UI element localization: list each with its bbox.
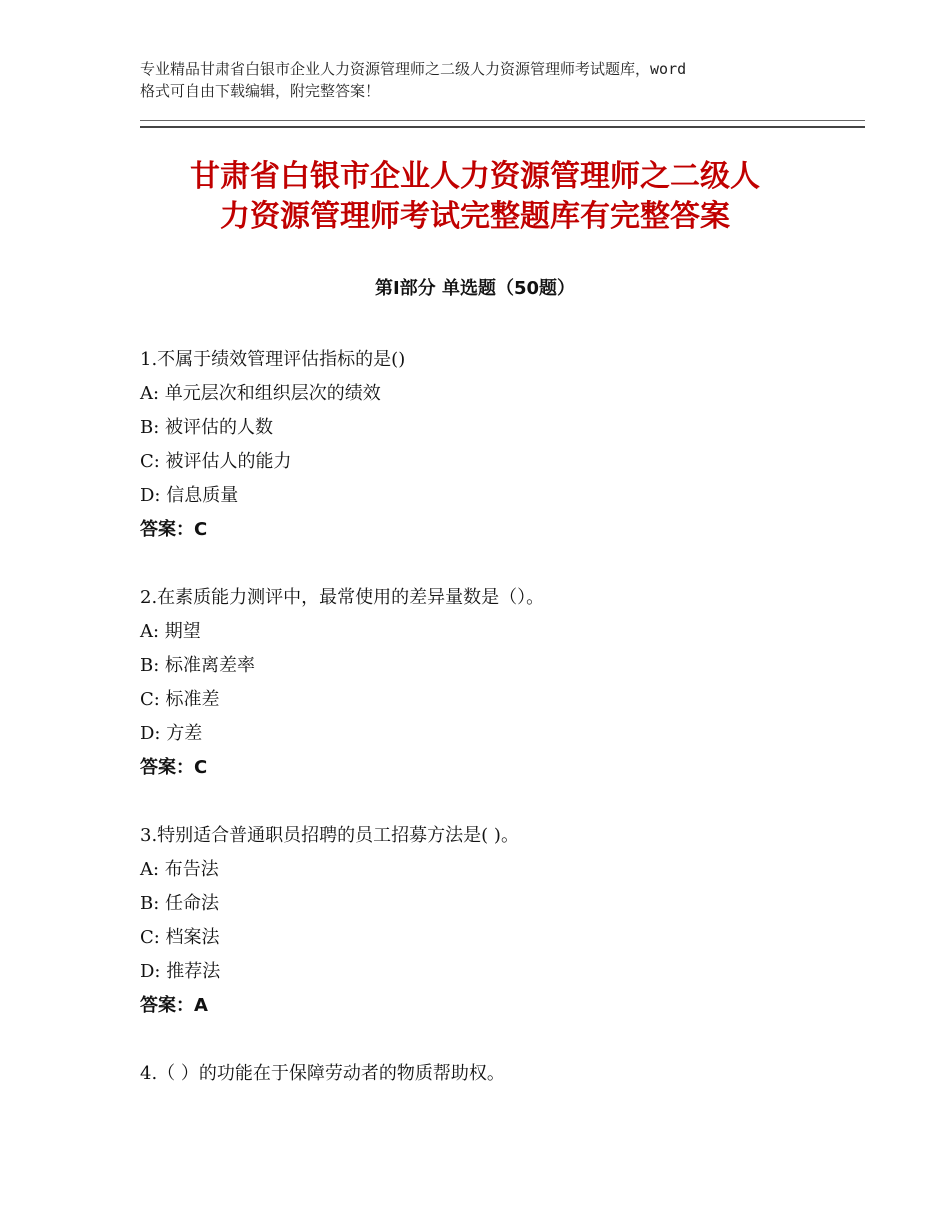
option-b: B: 标准离差率 xyxy=(140,655,256,676)
option-d: D: 推荐法 xyxy=(140,961,221,982)
option-c: C: 档案法 xyxy=(140,927,220,948)
section-heading: 第Ⅰ部分 单选题（50题） xyxy=(374,278,575,299)
option-a: A: 期望 xyxy=(140,621,201,642)
question-stem: 2.在素质能力测评中，最常使用的差异量数是（）。 xyxy=(140,587,545,608)
question-stem: 3.特别适合普通职员招聘的员工招募方法是( )。 xyxy=(140,825,519,846)
title-line-1: 甘肃省白银市企业人力资源管理师之二级人 xyxy=(190,159,760,194)
question-stem: 4.（ ）的功能在于保障劳动者的物质帮助权。 xyxy=(140,1063,505,1084)
option-a: A: 布告法 xyxy=(140,859,219,880)
title-line-2: 力资源管理师考试完整题库有完整答案 xyxy=(220,199,730,234)
question-list xyxy=(140,343,860,1125)
answer: 答案：C xyxy=(140,519,208,540)
question-3 xyxy=(140,819,860,1023)
header-line-1: 专业精品甘肃省白银市企业人力资源管理师之二级人力资源管理师考试题库，word xyxy=(140,60,687,78)
question-1 xyxy=(140,343,860,547)
question-stem: 1.不属于绩效管理评估指标的是() xyxy=(140,349,406,370)
header-divider xyxy=(140,120,865,128)
answer: 答案：C xyxy=(140,757,208,778)
option-b: B: 任命法 xyxy=(140,893,220,914)
option-d: D: 方差 xyxy=(140,723,203,744)
document-title xyxy=(120,157,830,237)
page-header xyxy=(140,58,830,102)
header-line-2: 格式可自由下载编辑，附完整答案！ xyxy=(140,82,381,100)
option-b: B: 被评估的人数 xyxy=(140,417,274,438)
option-d: D: 信息质量 xyxy=(140,485,239,506)
option-c: C: 标准差 xyxy=(140,689,220,710)
question-2 xyxy=(140,581,860,785)
answer: 答案：A xyxy=(140,995,208,1016)
question-4 xyxy=(140,1057,860,1091)
option-c: C: 被评估人的能力 xyxy=(140,451,292,472)
option-a: A: 单元层次和组织层次的绩效 xyxy=(140,383,381,404)
